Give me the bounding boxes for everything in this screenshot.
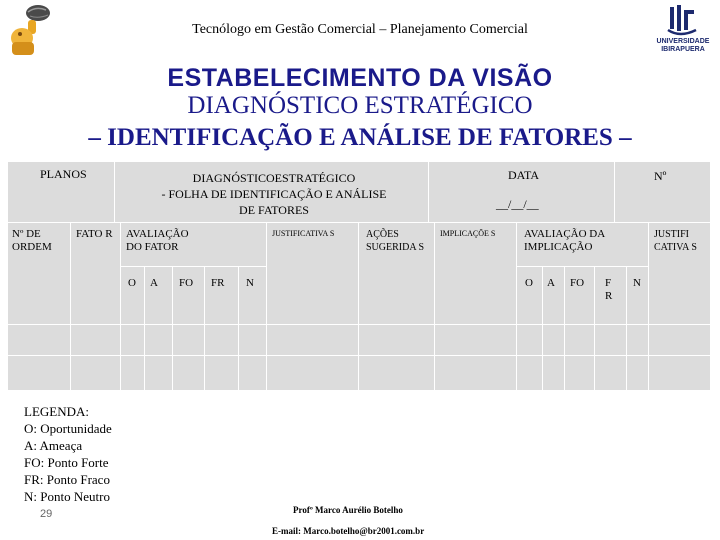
eval-col-a: A <box>150 277 158 289</box>
legend-item: O: Oportunidade <box>24 421 112 436</box>
diagnostic-form-table <box>8 162 710 390</box>
eval-col-n: N <box>246 277 254 289</box>
justifications-header-2: JUSTIFI CATIVA S <box>654 229 697 253</box>
form-title-line1: DIAGNÓSTICOESTRATÉGICO <box>192 171 356 185</box>
legend-title: LEGENDA: <box>24 404 89 419</box>
implications-header: IMPLICAÇÕE S <box>440 229 496 238</box>
form-title-line2: - FOLHA DE IDENTIFICAÇÃO E ANÁLISE <box>161 187 387 201</box>
eval-col-o: O <box>128 277 136 289</box>
university-name-line2: IBIRAPUERA <box>661 46 705 53</box>
impl-col-a: A <box>547 277 555 289</box>
date-header: DATA <box>508 168 540 182</box>
impl-col-fo: FO <box>570 277 585 289</box>
suggested-actions-header: AÇÕES SUGERIDA S <box>366 229 425 253</box>
legend-item: FR: Ponto Fraco <box>24 472 110 487</box>
legend <box>24 403 112 505</box>
professor-email: E-mail: Marco.botelho@br2001.com.br <box>272 526 425 536</box>
factor-header: FATO R <box>76 228 113 240</box>
planos-header: PLANOS <box>40 167 87 181</box>
impl-col-fr: F R <box>605 277 613 302</box>
number-header: Nº <box>654 169 667 183</box>
legend-item: A: Ameaça <box>24 438 83 453</box>
page-number: 29 <box>40 508 53 520</box>
page-subtitle-2: – IDENTIFICAÇÃO E ANÁLISE DE FATORES – <box>88 124 632 151</box>
legend-item: FO: Ponto Forte <box>24 455 109 470</box>
professor-name: Profº Marco Aurélio Botelho <box>293 505 403 515</box>
factor-evaluation-header: AVALIAÇÃO DO FATOR <box>126 228 189 253</box>
date-field[interactable]: __/__/__ <box>496 197 539 211</box>
legend-item: N: Ponto Neutro <box>24 489 110 504</box>
university-name-line1: UNIVERSIDADE <box>656 38 710 45</box>
impl-col-o: O <box>525 277 533 289</box>
impl-col-n: N <box>633 277 641 289</box>
eval-col-fo: FO <box>179 277 194 289</box>
page-subtitle: DIAGNÓSTICO ESTRATÉGICO <box>187 92 533 119</box>
form-title <box>124 170 424 218</box>
form-title-line3: DE FATORES <box>239 203 309 217</box>
implication-evaluation-header: AVALIAÇÃO DA IMPLICAÇÃO <box>524 228 605 253</box>
page-title: ESTABELECIMENTO DA VISÃO <box>167 64 553 92</box>
eval-col-fr: FR <box>211 277 225 289</box>
order-number-header: Nº DE ORDEM <box>12 228 52 253</box>
course-header: Tecnólogo em Gestão Comercial – Planejamento Comercial <box>192 22 528 37</box>
justifications-header: JUSTIFICATIVA S <box>272 229 335 238</box>
